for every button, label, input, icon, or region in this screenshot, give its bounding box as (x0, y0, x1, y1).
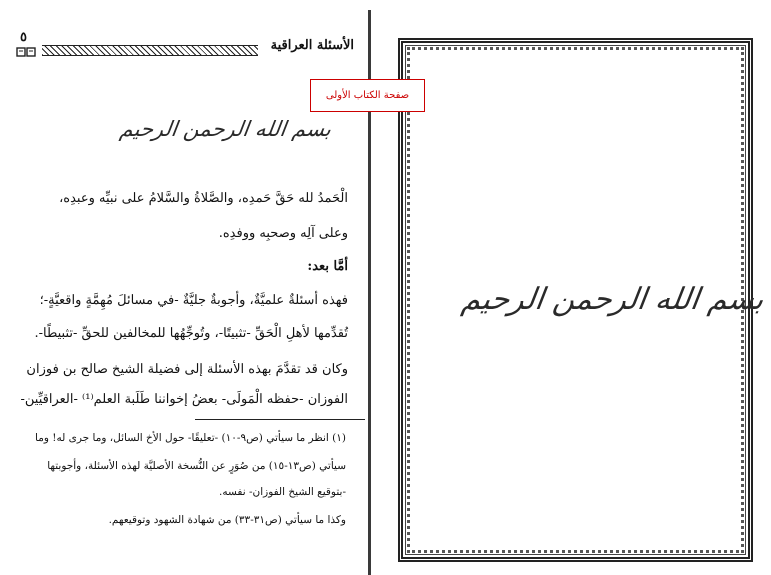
body-line: وعلى آلِه وصحبِه ووفدِه. (218, 226, 348, 241)
basmala-calligraphy-large: بسم الله الرحمن الرحيم (459, 282, 766, 317)
running-header-title: الأسئلة العراقية (270, 38, 354, 53)
footnote-divider (195, 419, 365, 420)
header-ornament-band (42, 45, 258, 56)
body-line: فهذه أسئلةٌ علميَّةٌ، وأجوبةٌ جليَّةٌ -في مسائلَ مُهِمَّةٍ واقعيَّةٍ-؛ (39, 293, 348, 308)
body-heading: أمَّا بعد: (307, 259, 348, 274)
footnote-line: سيأتي (ص١٣-١٥) من صُوَرٍ عن النُّسخة الأصليَّة لهذه الأسئلة، وأجوبتها (47, 460, 346, 472)
body-line: وكان قد تقدَّمَ بهذه الأسئلة إلى فضيلة الشيخ صالح بن فوزان (26, 362, 348, 377)
page-number: ٥ (20, 30, 27, 45)
footnote-line: (١) انظر ما سيأتي (ص٩-١٠) -تعليقًا- حول الأخ السائل، وما جرى له! وما (35, 432, 346, 444)
book-icon (16, 47, 36, 57)
basmala-calligraphy: بسم الله الرحمن الرحيم (118, 117, 333, 141)
body-line: تُقدِّمها لأهلِ الْحَقِّ -تثبيتًا-، وتُوجِّهُها للمخالفين للحقِّ -تثبيطًا-. (34, 326, 348, 341)
annotation-label: صفحة الكتاب الأولى (310, 79, 425, 112)
body-line: الفوزان -حفظه الْمَولَى- بعضُ إخواننا طَلَبة العلم⁽¹⁾ -العراقيِّين- (20, 392, 348, 407)
footnote-line: -بتوقيع الشيخ الفوزان- نفسه. (219, 486, 346, 498)
body-line: الْحَمدُ لله حَقَّ حَمدِه، والصَّلاةُ والسَّلامُ على نبيِّه وعبدِه، (59, 191, 348, 206)
footnote-line: وكذا ما سيأتي (ص٣١-٣٣) من شهادة الشهود وتوقيعهم. (108, 514, 346, 526)
